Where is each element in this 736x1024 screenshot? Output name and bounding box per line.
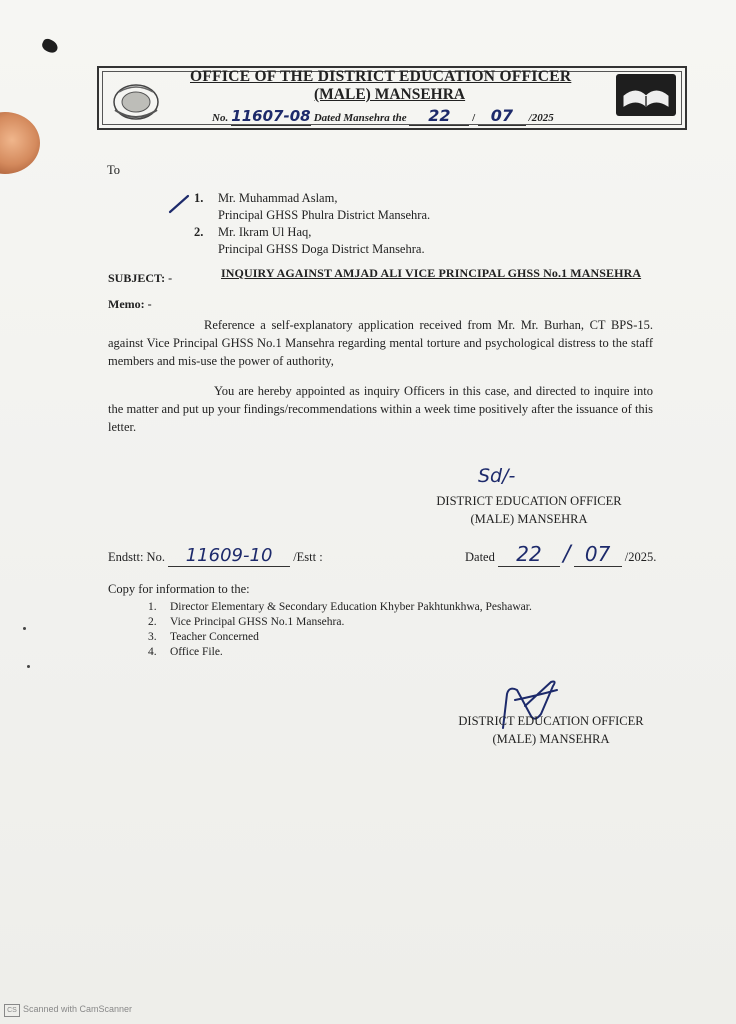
addressee-item: 1. Mr. Muhammad Aslam, [194,191,338,205]
addressee-title: Principal GHSS Phulra District Mansehra. [218,208,431,222]
scanner-watermark [4,1004,132,1017]
list-item: 3. Teacher Concerned [148,631,259,643]
tick-mark-icon [168,194,190,214]
subject-text: INQUIRY AGAINST AMJAD ALI VICE PRINCIPAL GHSS No.1 MANSEHRA [221,266,642,280]
endst-number: 11609-10 [168,545,290,567]
addressee-item: 2. Mr. Ikram Ul Haq, [194,225,312,239]
office-title: OFFICE OF THE DISTRICT EDUCATION OFFICER [190,68,572,85]
sd-mark: Sd/- [478,465,516,487]
memo-label: Memo: - [108,297,152,311]
office-subtitle: (MALE) MANSEHRA [314,86,466,103]
endorsement-date: Dated 22 / 07 /2025. [465,542,657,567]
signatory-title: DISTRICT EDUCATION OFFICER [458,714,644,728]
no-label: No. [212,112,229,124]
signature-block-2 [438,712,664,748]
ink-dot [23,627,26,630]
dated-label: Dated Mansehra the [313,112,407,124]
addressee-name: Mr. Ikram Ul Haq, [218,225,312,239]
reference-number: 11607-08 [231,107,311,125]
list-item: 4. Office File. [148,646,223,658]
signatory-office: (MALE) MANSEHRA [492,732,610,746]
list-item: 2. Vice Principal GHSS No.1 Mansehra. [148,616,345,628]
watermark-text: Scanned with CamScanner [23,1004,133,1014]
book-emblem-icon [616,74,676,116]
ink-dot [27,665,30,668]
copy-list [148,600,532,660]
ink-speck [40,37,60,55]
addressee-list [194,190,430,258]
endst-label: Endstt: No. [108,550,165,564]
endorsement-line [108,545,323,567]
estt-label: /Estt : [293,550,323,564]
memo-paragraph-1: Reference a self-explanatory application received from Mr. Mr. Burhan, CT BPS-15. against Vice Principal GHSS No.1 Mansehra regarding mental torture and psychological distress to the staff members and mis-use the power of authority, [108,318,653,368]
subject-label: SUBJECT: - [108,271,173,285]
signatory-office: (MALE) MANSEHRA [470,512,588,526]
camscanner-logo-icon: CS [4,1004,20,1017]
date-year: /2025. [624,550,657,564]
finger-thumb [0,112,40,174]
reference-line: No. 11607-08 Dated Mansehra the 22 / 07 /2025 [212,106,554,125]
date-year: /2025 [528,112,554,124]
date-day: 22 [409,106,469,126]
date-month: 07 [478,106,526,126]
signatory-title: DISTRICT EDUCATION OFFICER [436,494,622,508]
signature-block-1 [420,492,638,528]
addressee-title: Principal GHSS Doga District Mansehra. [218,242,425,256]
addressee-name: Mr. Muhammad Aslam, [218,191,338,205]
crest-emblem-icon [105,80,167,124]
date-day: 22 [498,542,560,567]
date-month: 07 [574,542,622,567]
dated-label: Dated [465,550,495,564]
copy-label: Copy for information to the: [108,582,250,596]
memo-paragraph-2: You are hereby appointed as inquiry Officers in this case, and directed to inquire into the matter and put up your findings/recommendations within a week time positively after the issuance of this letter. [108,384,653,434]
list-item: 1. Director Elementary & Secondary Education Khyber Pakhtunkhwa, Peshawar. [148,601,532,613]
to-label: To [107,163,121,177]
